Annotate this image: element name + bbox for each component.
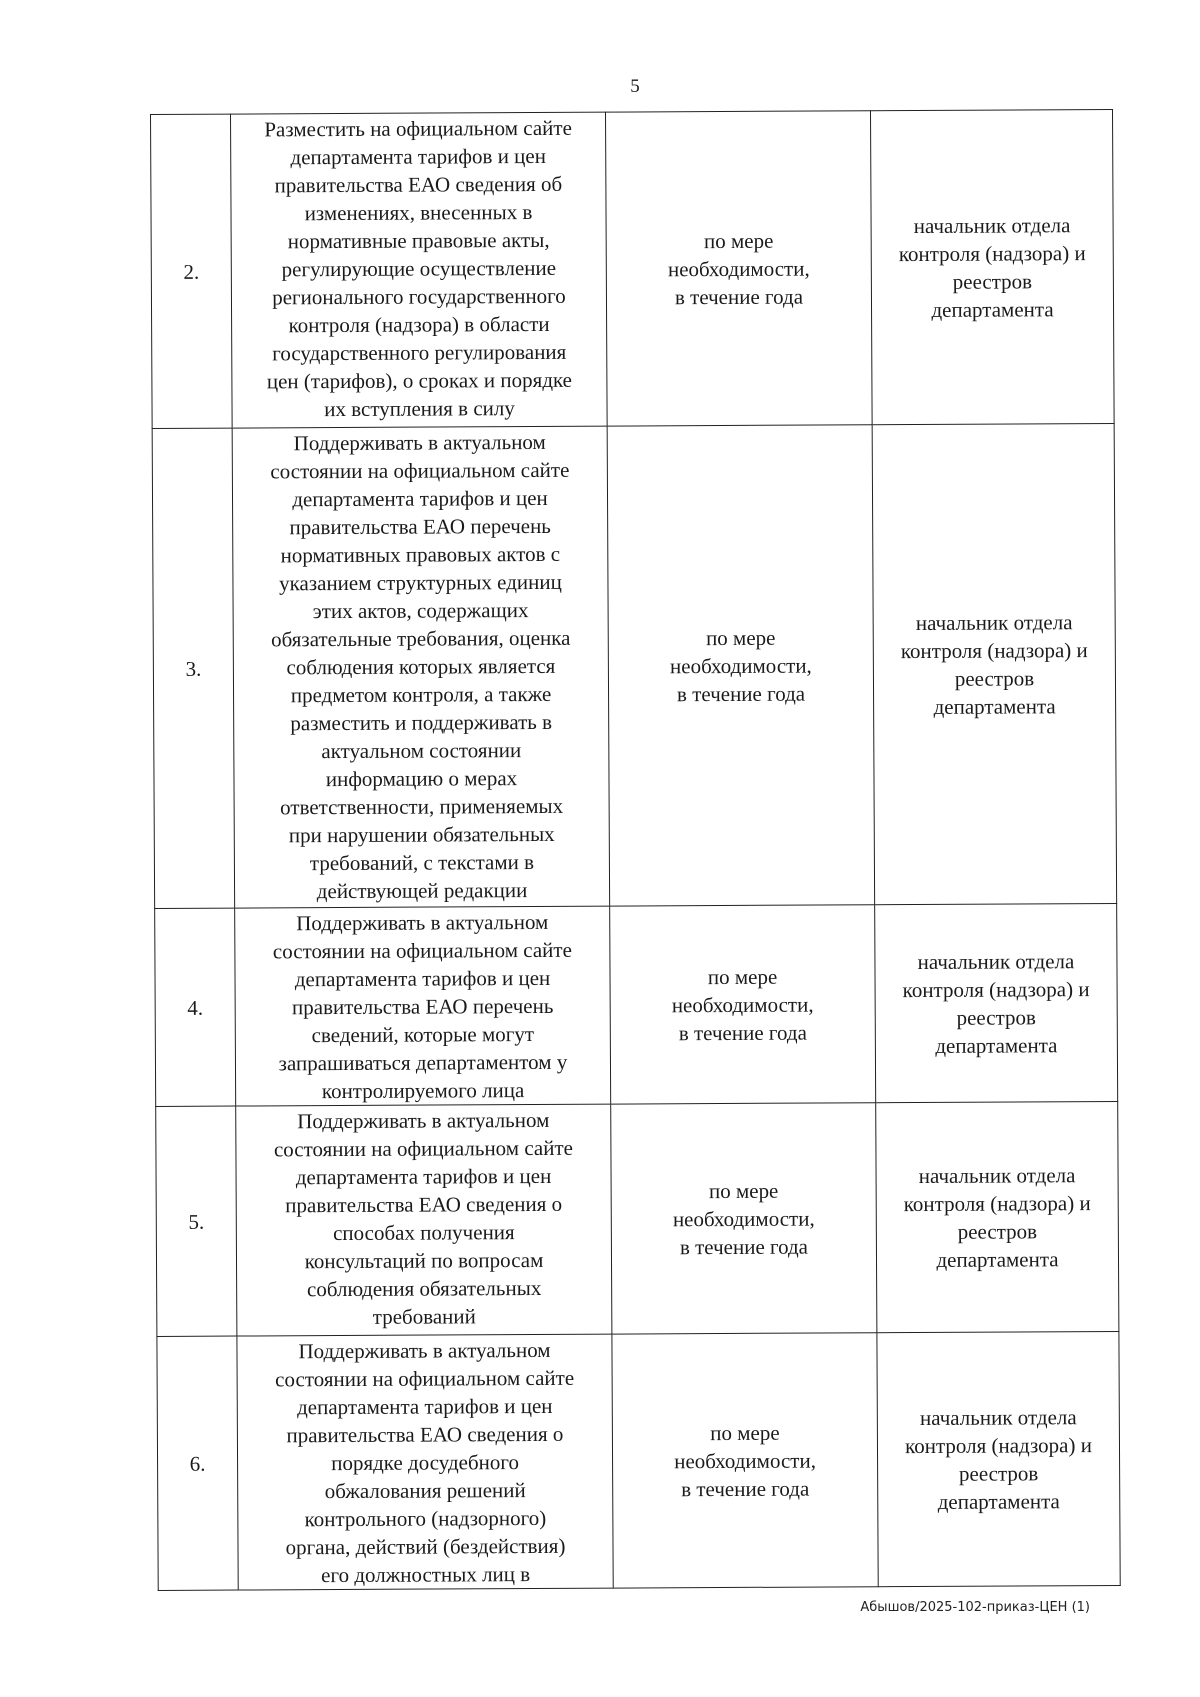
responsible-cell bbox=[876, 1101, 1119, 1332]
responsible-cell bbox=[872, 423, 1117, 904]
row-number: 5. bbox=[188, 1209, 205, 1234]
table-row bbox=[157, 1331, 1120, 1590]
term-text: по мере необходимости, в течение года bbox=[674, 1420, 816, 1501]
table-row bbox=[155, 903, 1118, 1106]
term-text: по мере необходимости, в течение года bbox=[672, 1178, 815, 1259]
term-cell bbox=[605, 111, 872, 426]
responsible-text: начальник отдела контроля (надзора) и реестров департамента bbox=[898, 212, 1086, 322]
row-number: 6. bbox=[189, 1451, 206, 1476]
action-cell bbox=[235, 906, 611, 1106]
responsible-cell bbox=[875, 903, 1118, 1102]
row-number-cell bbox=[157, 1336, 238, 1590]
term-cell bbox=[611, 1103, 877, 1334]
action-cell bbox=[237, 1334, 613, 1590]
responsible-text: начальник отдела контроля (надзора) и реестров департамента bbox=[900, 609, 1088, 719]
action-cell bbox=[231, 112, 608, 428]
action-text: Поддерживать в актуальном состоянии на официальном сайте департамента тарифов и цен правительства ЕАО сведения о способах получения консультаций по вопросам соблюдения обязательных требований bbox=[273, 1107, 573, 1329]
action-text: Поддерживать в актуальном состоянии на официальном сайте департамента тарифов и цен правительства ЕАО сведения о порядке досудебного обжалования решений контрольного (надзорного) органа, действий (бездействия) его должностных лиц в bbox=[275, 1337, 575, 1588]
row-number-cell bbox=[156, 1106, 237, 1336]
table-row bbox=[156, 1101, 1119, 1336]
term-cell bbox=[612, 1333, 878, 1588]
row-number-cell bbox=[155, 908, 236, 1106]
term-cell bbox=[610, 905, 876, 1104]
action-cell bbox=[232, 426, 610, 908]
action-text: Разместить на официальном сайте департамента тарифов и цен правительства ЕАО сведения об изменениях, внесенных в нормативные правовые акты, регулирующие осуществление регионального государственного контроля (надзора) в области государственного регулирования цен (тарифов), о сроках и порядке их вступления в силу bbox=[264, 115, 573, 422]
term-text: по мере необходимости, в течение года bbox=[667, 228, 810, 309]
responsible-cell bbox=[870, 109, 1114, 424]
document-code: Абышов/2025-102-приказ-ЦЕН (1) bbox=[860, 1600, 1090, 1615]
row-number-cell bbox=[151, 114, 233, 428]
responsible-text: начальник отдела контроля (надзора) и реестров департамента bbox=[903, 1162, 1091, 1272]
row-number: 4. bbox=[187, 995, 204, 1020]
table-row bbox=[151, 109, 1115, 428]
term-cell bbox=[607, 425, 875, 906]
page-number: 5 bbox=[630, 76, 640, 97]
row-number: 2. bbox=[183, 259, 200, 284]
measures-table bbox=[150, 109, 1121, 1591]
action-text: Поддерживать в актуальном состоянии на официальном сайте департамента тарифов и цен правительства ЕАО перечень нормативных правовых актов с указанием структурных единиц этих актов, содержащих обязательные требования, оценка соблюдения которых является предметом контроля, а также разместить и поддерживать в актуальном состоянии информацию о мерах ответственности, применяемых при нарушении обязательных требований, с текстами в действующей редакции bbox=[270, 429, 571, 904]
responsible-text: начальник отдела контроля (надзора) и реестров департамента bbox=[904, 1404, 1092, 1514]
responsible-text: начальник отдела контроля (надзора) и реестров департамента bbox=[902, 948, 1090, 1058]
row-number: 3. bbox=[185, 656, 202, 681]
term-text: по мере необходимости, в течение года bbox=[669, 625, 812, 706]
table-row bbox=[152, 423, 1117, 908]
action-text: Поддерживать в актуальном состоянии на официальном сайте департамента тарифов и цен правительства ЕАО перечень сведений, которые могут запрашиваться департаментом у контролируемого лица bbox=[272, 909, 572, 1104]
action-cell bbox=[236, 1104, 612, 1336]
row-number-cell bbox=[152, 428, 235, 908]
term-text: по мере необходимости, в течение года bbox=[671, 964, 814, 1045]
responsible-cell bbox=[877, 1331, 1120, 1586]
